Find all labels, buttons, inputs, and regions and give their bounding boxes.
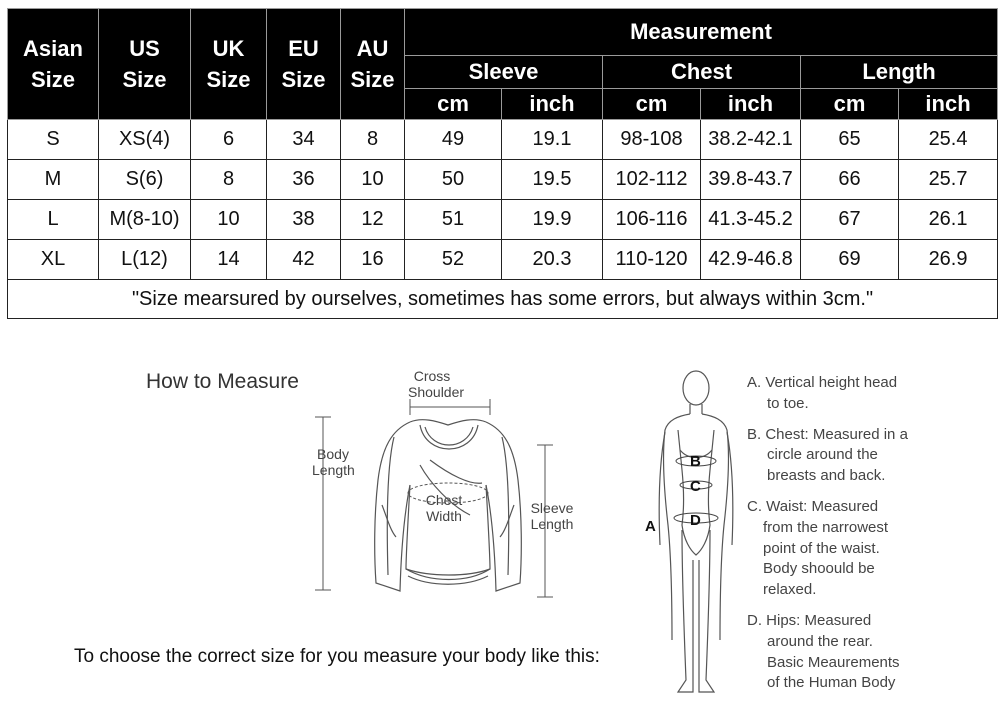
header-sleeve-cm: cm xyxy=(405,89,502,120)
note-line: B. Chest: Measured in a xyxy=(747,425,908,443)
table-cell: 69 xyxy=(801,240,899,280)
header-length-cm: cm xyxy=(801,89,899,120)
header-chest-cm: cm xyxy=(603,89,701,120)
note-line: relaxed. xyxy=(763,581,817,599)
body-length-label: Body Length xyxy=(312,446,355,478)
table-cell: 42 xyxy=(267,240,341,280)
table-cell: 65 xyxy=(801,120,899,160)
table-cell: 38.2-42.1 xyxy=(701,120,801,160)
table-cell: 38 xyxy=(267,200,341,240)
note-hips xyxy=(747,611,992,694)
table-cell: 106-116 xyxy=(603,200,701,240)
table-cell: 14 xyxy=(191,240,267,280)
table-cell: L xyxy=(8,200,99,240)
table-cell: 6 xyxy=(191,120,267,160)
sleeve-length-label: Sleeve Length xyxy=(530,500,574,532)
table-cell: 41.3-45.2 xyxy=(701,200,801,240)
head xyxy=(683,371,709,405)
header-us-size: US Size xyxy=(99,9,191,120)
header-sleeve-inch: inch xyxy=(502,89,603,120)
how-to-measure-title: How to Measure xyxy=(146,370,299,393)
body-outline xyxy=(659,371,733,692)
note-height xyxy=(747,373,992,415)
table-cell: 66 xyxy=(801,160,899,200)
header-eu-size: EU Size xyxy=(267,9,341,120)
table-cell: 19.1 xyxy=(502,120,603,160)
header-measurement: Measurement xyxy=(405,9,998,56)
table-cell: XL xyxy=(8,240,99,280)
table-cell: 25.7 xyxy=(899,160,998,200)
note-line: around the rear. xyxy=(767,632,873,650)
header-length-inch: inch xyxy=(899,89,998,120)
size-chart-table xyxy=(7,8,998,319)
table-cell: 19.9 xyxy=(502,200,603,240)
table-cell: 19.5 xyxy=(502,160,603,200)
table-cell: 8 xyxy=(191,160,267,200)
table-cell: 110-120 xyxy=(603,240,701,280)
table-cell: 16 xyxy=(341,240,405,280)
note-line: breasts and back. xyxy=(767,467,886,485)
table-cell: M(8-10) xyxy=(99,200,191,240)
letter-d: D xyxy=(690,512,701,529)
table-cell: 98-108 xyxy=(603,120,701,160)
header-uk-size: UK Size xyxy=(191,9,267,120)
table-cell: 10 xyxy=(341,160,405,200)
table-cell: 26.1 xyxy=(899,200,998,240)
note-line: A. Vertical height head xyxy=(747,374,898,391)
table-cell: L(12) xyxy=(99,240,191,280)
note-line: circle around the xyxy=(767,446,878,464)
note-waist xyxy=(747,497,992,601)
table-row xyxy=(8,160,998,200)
table-cell: 42.9-46.8 xyxy=(701,240,801,280)
table-cell: 51 xyxy=(405,200,502,240)
table-cell: 52 xyxy=(405,240,502,280)
letter-c: C xyxy=(690,478,701,495)
table-cell: 12 xyxy=(341,200,405,240)
table-note-row xyxy=(8,280,998,319)
note-line: Body shoould be xyxy=(763,560,875,578)
table-header xyxy=(8,9,998,120)
cross-shoulder-label: Cross Shoulder xyxy=(408,368,465,400)
table-cell: 49 xyxy=(405,120,502,160)
header-chest: Chest xyxy=(603,56,801,89)
table-cell: 8 xyxy=(341,120,405,160)
table-cell: 50 xyxy=(405,160,502,200)
choose-size-instruction: To choose the correct size for you measure your body like this: xyxy=(74,646,600,667)
header-asian-size: Asian Size xyxy=(8,9,99,120)
table-cell: 26.9 xyxy=(899,240,998,280)
table-body xyxy=(8,120,998,319)
table-row xyxy=(8,120,998,160)
header-sleeve: Sleeve xyxy=(405,56,603,89)
table-cell: XS(4) xyxy=(99,120,191,160)
header-chest-inch: inch xyxy=(701,89,801,120)
note-line: from the narrowest xyxy=(763,518,889,536)
table-cell: 39.8-43.7 xyxy=(701,160,801,200)
header-length: Length xyxy=(801,56,998,89)
note-line: D. Hips: Measured xyxy=(747,611,872,629)
note-line: to toe. xyxy=(767,394,809,412)
measurement-note: "Size mearsured by ourselves, sometimes has some errors, but always within 3cm." xyxy=(8,280,998,319)
table-cell: M xyxy=(8,160,99,200)
note-line: C. Waist: Measured xyxy=(747,497,879,515)
table-row xyxy=(8,240,998,280)
note-line: Basic Meaurements xyxy=(767,653,900,671)
note-chest xyxy=(747,425,992,487)
table-row xyxy=(8,200,998,240)
table-cell: 10 xyxy=(191,200,267,240)
table-cell: S xyxy=(8,120,99,160)
header-au-size: AU Size xyxy=(341,9,405,120)
measurement-notes xyxy=(747,373,992,704)
note-line: point of the waist. xyxy=(763,539,880,557)
letter-a: A xyxy=(645,518,656,535)
sweater-measure-diagram xyxy=(300,365,600,610)
table-cell: 20.3 xyxy=(502,240,603,280)
table-cell: 34 xyxy=(267,120,341,160)
note-line: of the Human Body xyxy=(767,674,896,692)
letter-b: B xyxy=(690,453,701,470)
table-cell: 67 xyxy=(801,200,899,240)
table-cell: 102-112 xyxy=(603,160,701,200)
human-body-diagram xyxy=(638,360,738,710)
table-cell: 36 xyxy=(267,160,341,200)
table-cell: S(6) xyxy=(99,160,191,200)
chest-width-label: Chest Width xyxy=(425,492,463,524)
table-cell: 25.4 xyxy=(899,120,998,160)
